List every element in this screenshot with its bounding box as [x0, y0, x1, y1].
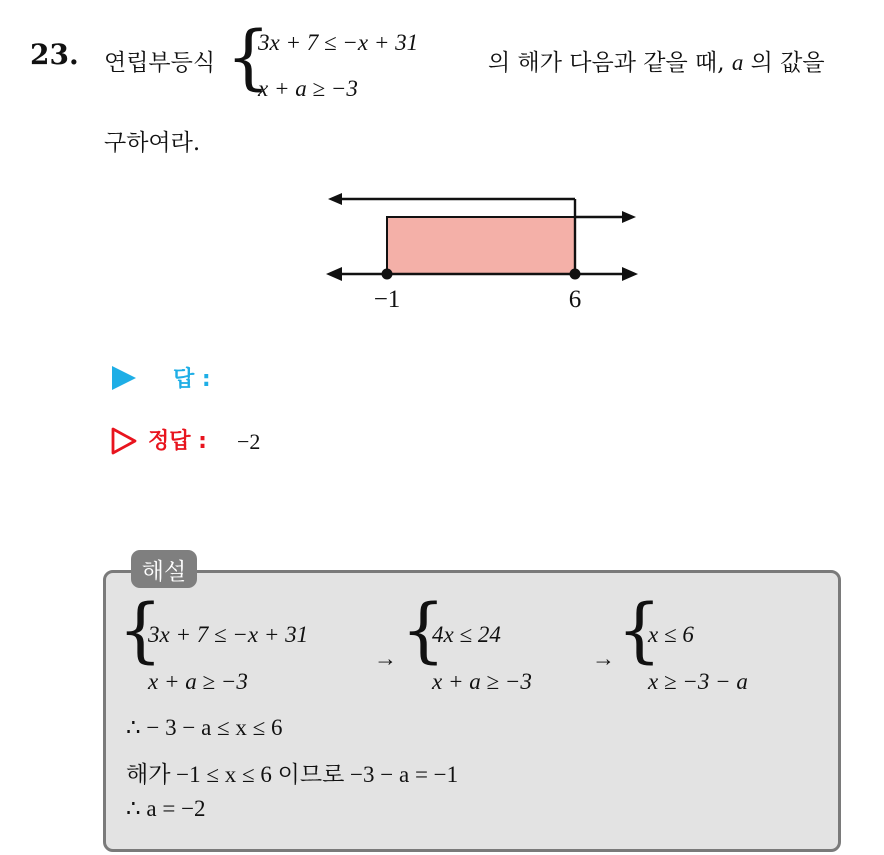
- solution-system3-line2: x ≥ −3 − a: [648, 669, 748, 694]
- answer-label: 답 :: [173, 367, 211, 392]
- correct-answer-value: −2: [237, 429, 261, 454]
- solution-system2-line1: 4x ≤ 24: [432, 622, 501, 647]
- question-line-2: 구하여라.: [104, 130, 201, 156]
- solution-system1-line2: x + a ≥ −3: [148, 669, 248, 694]
- solution-tab: 해설: [131, 550, 197, 588]
- solution-brace-3: {: [617, 589, 662, 671]
- question-suffix-part2: 의 값을: [750, 50, 825, 76]
- correct-answer-label: 정답 :: [148, 429, 207, 454]
- solution-line-1: ∴ − 3 − a ≤ x ≤ 6: [126, 715, 283, 740]
- question-number: 23.: [30, 38, 79, 71]
- question-suffix-part1: 의 해가 다음과 같을 때,: [488, 50, 725, 76]
- solution-arrow-2: →: [592, 646, 615, 671]
- solution-arrow-1: →: [374, 646, 397, 671]
- correct-play-outline-icon: [111, 427, 138, 455]
- question-variable: a: [731, 50, 744, 75]
- question-inequality-1: 3x + 7 ≤ −x + 31: [258, 30, 419, 55]
- solution-system2-line2: x + a ≥ −3: [432, 669, 532, 694]
- label-right: 6: [568, 286, 582, 313]
- solution-system3-line1: x ≤ 6: [648, 622, 694, 647]
- question-inequality-2: x + a ≥ −3: [258, 76, 358, 101]
- right-ray-arrowhead: [622, 211, 636, 223]
- point-right: [570, 269, 581, 280]
- answer-play-icon: [111, 364, 137, 392]
- point-left: [382, 269, 393, 280]
- question-prefix: 연립부등식: [104, 50, 216, 76]
- solution-box: [103, 570, 841, 852]
- left-ray-arrowhead: [328, 193, 342, 205]
- label-left: −1: [373, 286, 401, 313]
- solution-region: [387, 217, 575, 274]
- axis-right-arrowhead: [622, 267, 638, 281]
- question-suffix: [488, 44, 825, 77]
- solution-brace-1: {: [118, 589, 163, 671]
- system-brace: {: [226, 16, 271, 98]
- solution-line-2: 해가 −1 ≤ x ≤ 6 이므로 −3 − a = −1: [126, 762, 459, 787]
- solution-brace-2: {: [401, 589, 446, 671]
- solution-system1-line1: 3x + 7 ≤ −x + 31: [148, 622, 309, 647]
- number-line-figure: [320, 185, 650, 315]
- axis-left-arrowhead: [326, 267, 342, 281]
- solution-line-3: ∴ a = −2: [126, 796, 206, 821]
